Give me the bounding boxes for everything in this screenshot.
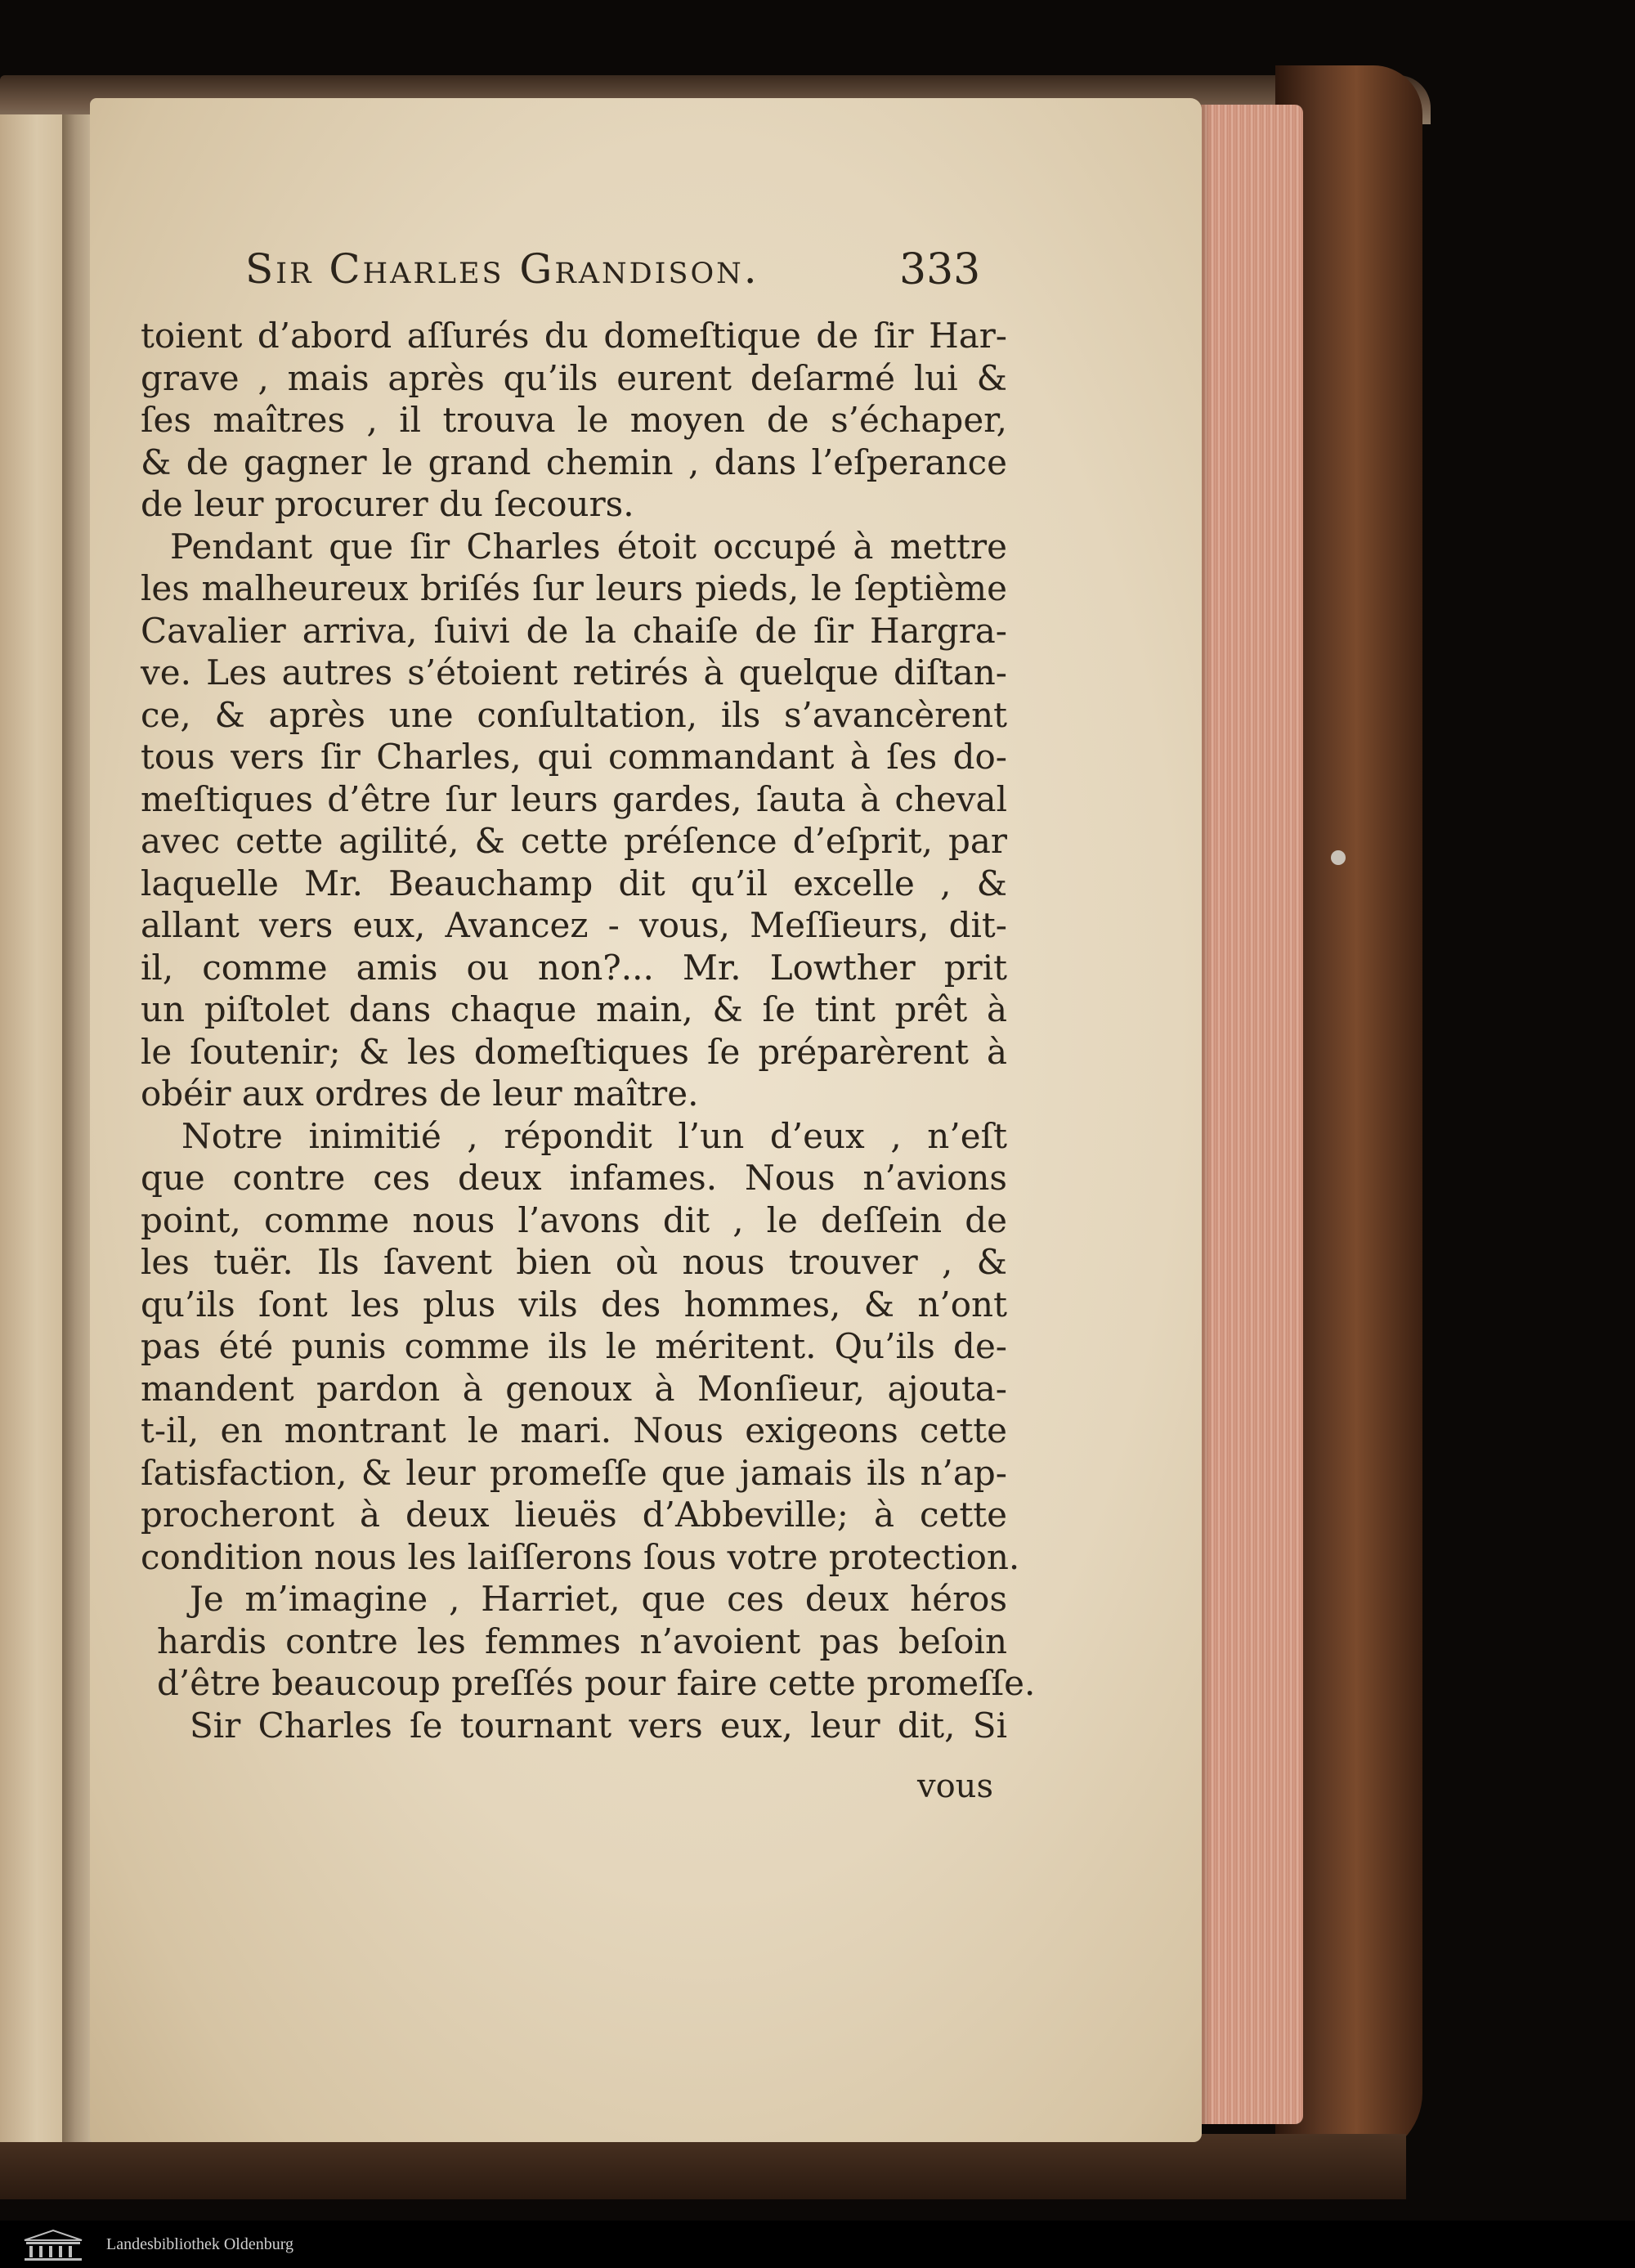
text-line: Notre inimitié , répondit l’un d’eux , n’eſt xyxy=(181,1115,1007,1156)
text-line: tous vers ſir Charles, qui commandant à ſes do- xyxy=(141,737,1007,777)
text-line: condition nous les laiſſerons ſous votre protection. xyxy=(141,1536,1020,1577)
text-line: de leur procurer du ſecours. xyxy=(141,484,634,524)
text-line: ſes maîtres , il trouva le moyen de s’échaper, xyxy=(141,400,1007,440)
text-line: pas été punis comme ils le méritent. Qu’ils de- xyxy=(141,1326,1007,1366)
text-line: d’être beaucoup preſſés pour faire cette promeſſe. xyxy=(157,1663,1036,1703)
text-line: Cavalier arriva, ſuivi de la chaiſe de ſir Hargra- xyxy=(141,610,1007,651)
text-line: & de gagner le grand chemin , dans l’eſperance xyxy=(141,441,1007,482)
text-line: ſatisfaction, & leur promeſſe que jamais ils n’ap- xyxy=(141,1452,1007,1493)
text-line: mandent pardon à genoux à Monſieur, ajouta- xyxy=(141,1368,1007,1409)
text-line: grave , mais après qu’ils eurent deſarmé lui & xyxy=(141,357,1007,398)
text-line: que contre ces deux infames. Nous n’avions xyxy=(141,1158,1007,1198)
book-cover-bottom xyxy=(0,2134,1406,2199)
cover-hole xyxy=(1331,850,1346,865)
text-line: un piſtolet dans chaque main, & ſe tint prêt à xyxy=(141,989,1007,1029)
text-line: toient d’abord aſſurés du domeſtique de ſir Har- xyxy=(141,316,1007,356)
text-line: qu’ils ſont les plus vils des hommes, & n’ont xyxy=(141,1284,1007,1324)
text-line: le ſoutenir; & les domeſtiques ſe préparèrent à xyxy=(141,1031,1007,1072)
text-line: avec cette agilité, & cette préſence d’eſprit, par xyxy=(141,821,1007,861)
text-line: ve. Les autres s’étoient retirés à quelque diſtan- xyxy=(141,652,1007,693)
text-line: Pendant que ſir Charles étoit occupé à mettre xyxy=(170,526,1007,567)
catchword: vous xyxy=(917,1768,993,1805)
text-line: t-il, en montrant le mari. Nous exigeons cette xyxy=(141,1410,1007,1450)
text-line: les tuër. Ils ſavent bien où nous trouver , & xyxy=(141,1242,1007,1282)
text-line: meſtiques d’être ſur leurs gardes, ſauta à cheval xyxy=(141,778,1007,819)
text-line: hardis contre les femmes n’avoient pas beſoin xyxy=(157,1620,1007,1661)
text-line: allant vers eux, Avancez - vous, Meſſieurs, dit- xyxy=(141,905,1007,945)
text-line: Sir Charles ſe tournant vers eux, leur dit, Si xyxy=(190,1705,1007,1746)
text-line: ce, & après une conſultation, ils s’avancèrent xyxy=(141,694,1007,735)
text-line: il, comme amis ou non?... Mr. Lowther prit xyxy=(141,947,1007,988)
library-logo-icon xyxy=(16,2229,90,2261)
text-line: Je m’imagine , Harriet, que ces deux héros xyxy=(190,1579,1007,1619)
text-line: procheront à deux lieuës d’Abbeville; à cette xyxy=(141,1495,1007,1535)
text-line: laquelle Mr. Beauchamp dit qu’il excelle , & xyxy=(141,863,1007,903)
text-line: les malheureux briſés ſur leurs pieds, le ſeptième xyxy=(141,568,1007,608)
text-line: obéir aux ordres de leur maître. xyxy=(141,1073,699,1114)
running-head: Sir Charles Grandison. xyxy=(245,245,759,293)
page-number: 333 xyxy=(899,245,981,294)
body-text xyxy=(141,315,1036,1746)
library-name: Landesbibliothek Oldenburg xyxy=(106,2235,294,2253)
text-line: point, comme nous l’avons dit , le deſſein de xyxy=(141,1199,1007,1240)
